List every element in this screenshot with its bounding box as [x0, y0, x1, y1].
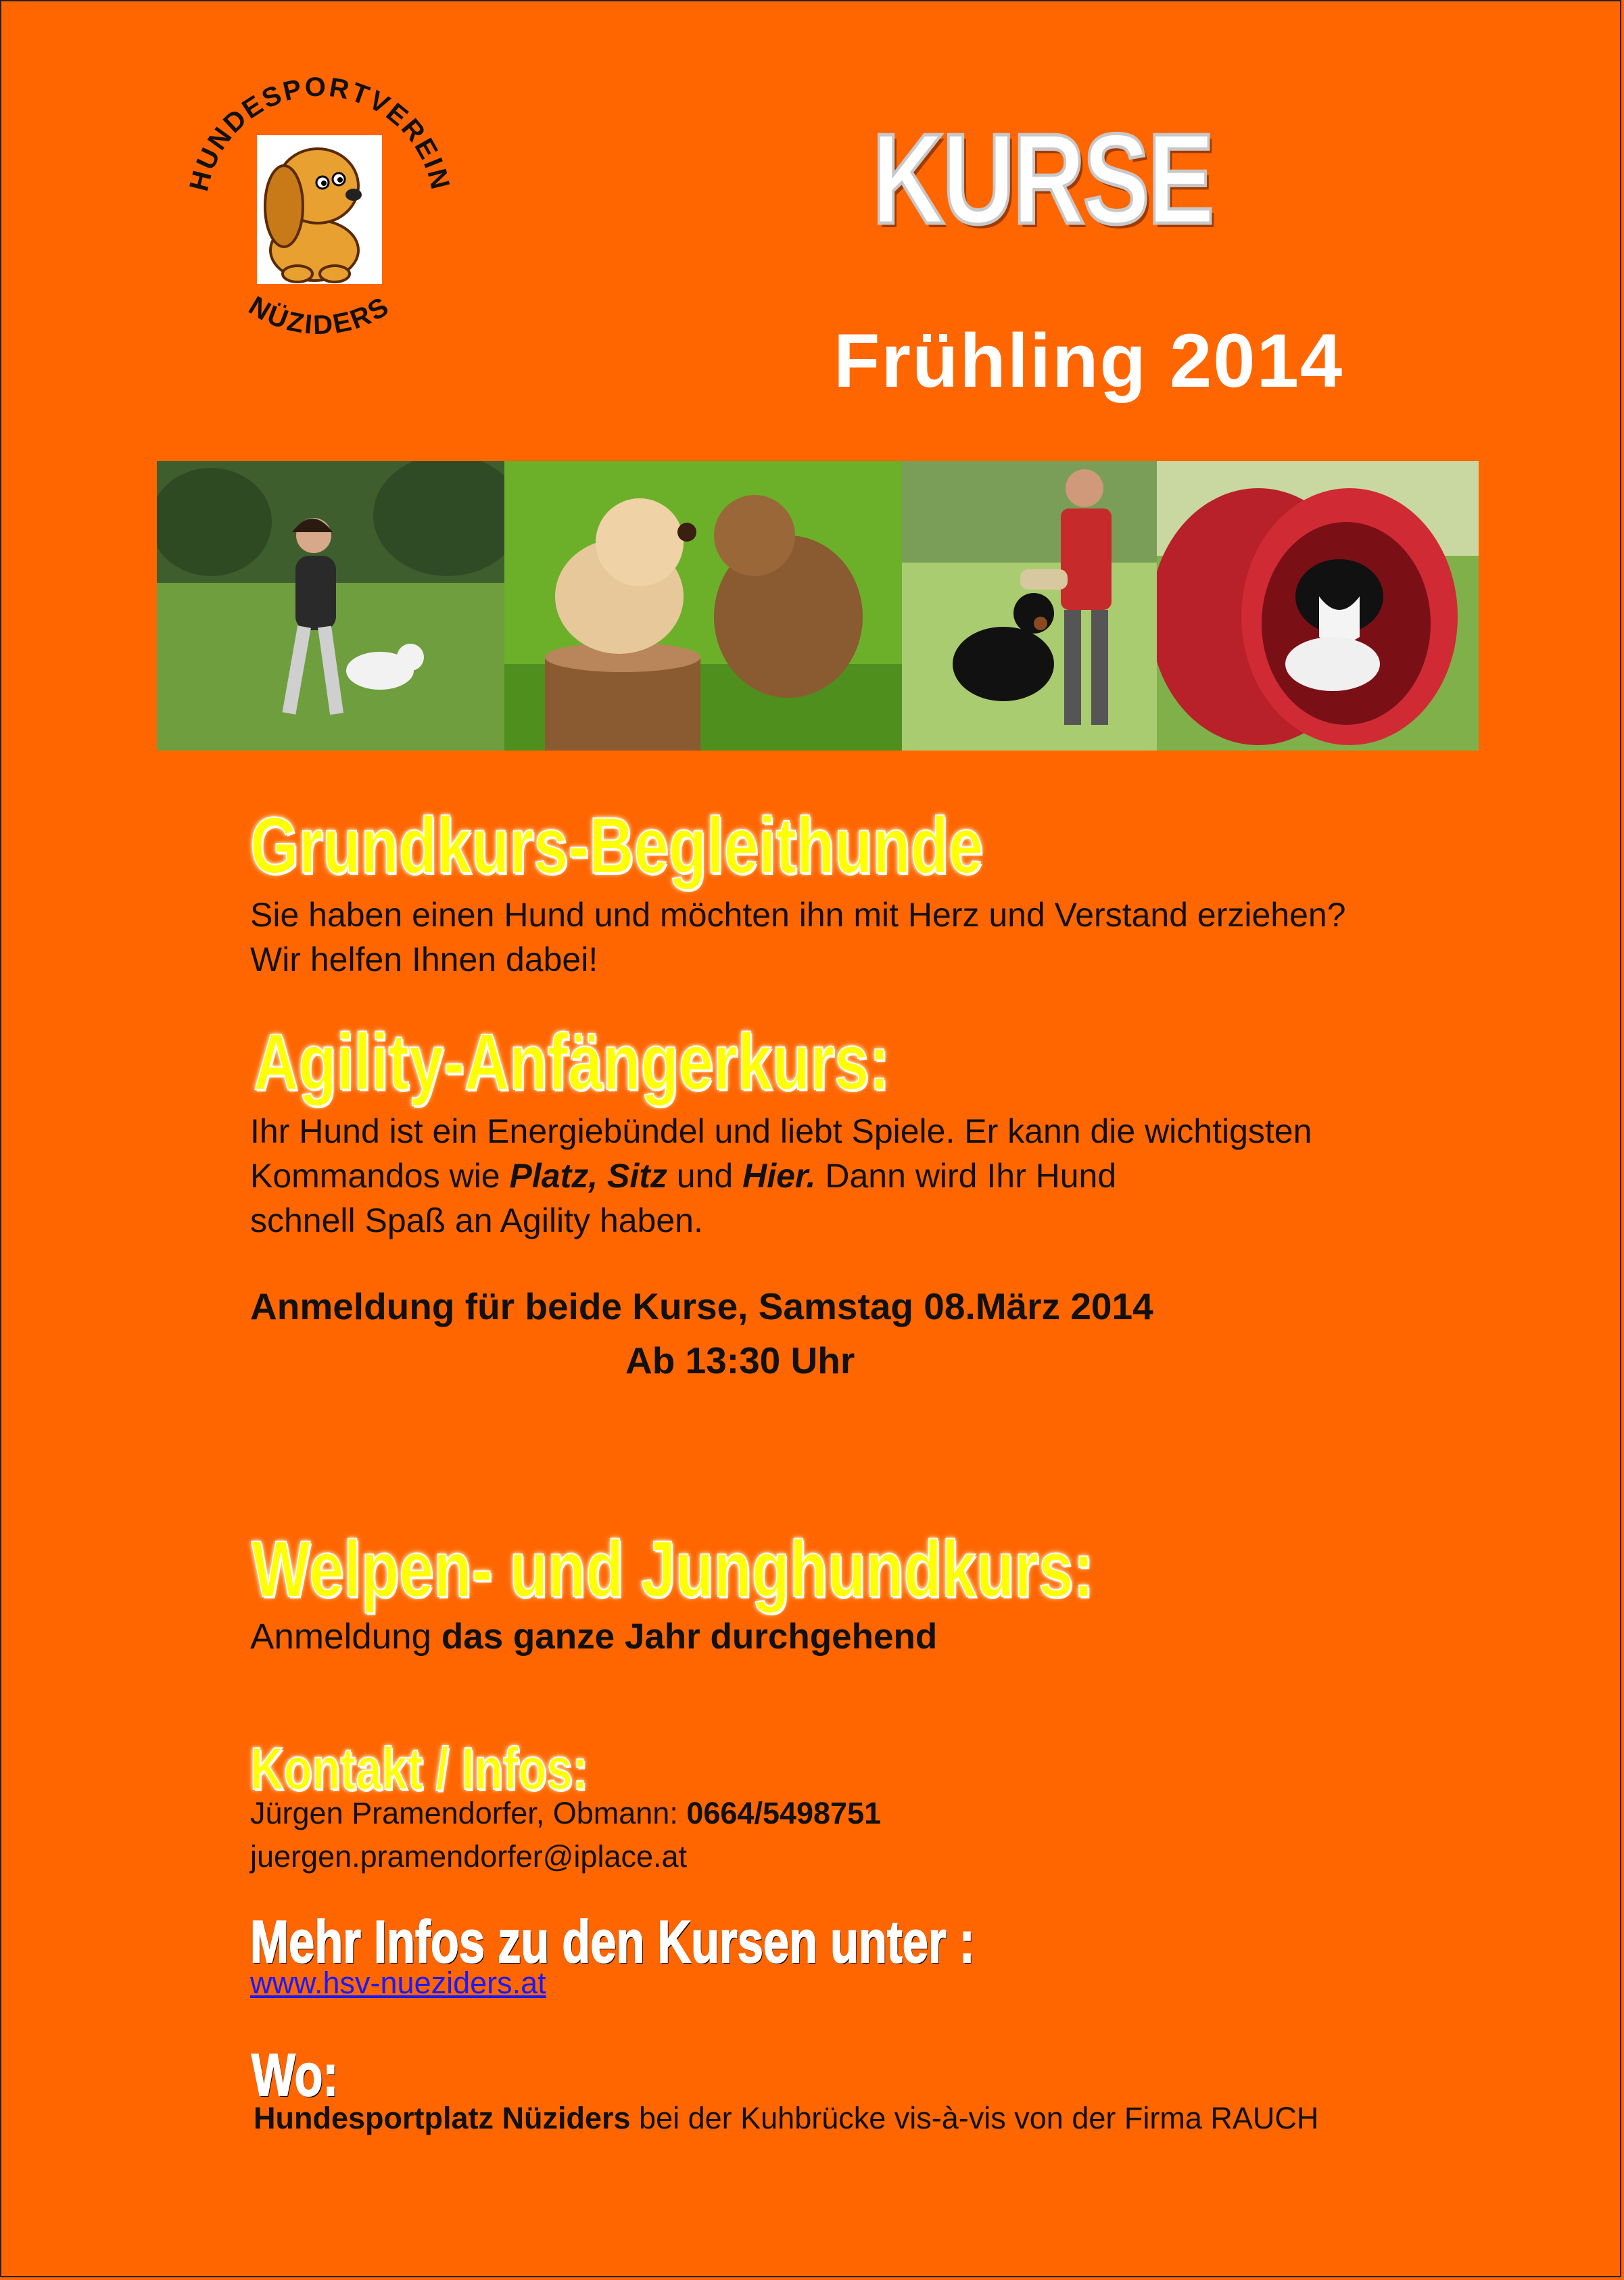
location-place: Hundesportplatz Nüziders — [254, 2101, 631, 2135]
woman-walking-dog-photo — [157, 461, 504, 751]
kontakt-name: Jürgen Pramendorfer, Obmann: — [250, 1796, 687, 1830]
kontakt-name-line — [250, 1792, 881, 1835]
agility-line2-mid: und — [667, 1157, 743, 1195]
man-with-rottweiler-photo — [902, 461, 1157, 751]
location-text — [254, 2096, 1318, 2141]
season-subtitle: Frühling 2014 — [834, 318, 1344, 403]
page-title: KURSE — [872, 108, 1213, 251]
agility-heading: Agility-Anfängerkurs: — [254, 1018, 890, 1107]
agility-line2-post: Dann wird Ihr Hund — [815, 1157, 1117, 1195]
club-logo — [172, 68, 467, 365]
registration-date: Anmeldung für beide Kurse, Samstag 08.März 2014 — [250, 1285, 1153, 1327]
location-heading: Wo: — [252, 2041, 339, 2108]
grundkurs-text — [250, 893, 1346, 982]
svg-text:NÜZIDERS — [243, 291, 395, 340]
logo-arc-bottom-text: NÜZIDERS — [243, 291, 396, 341]
agility-line3: schnell Spaß an Agility haben. — [250, 1202, 703, 1239]
kontakt-phone: 0664/5498751 — [686, 1796, 882, 1830]
welpen-heading: Welpen- und Junghundkurs: — [252, 1525, 1094, 1614]
kontakt-email: juergen.pramendorfer@iplace.at — [250, 1839, 688, 1874]
dog-mascot-icon — [257, 135, 382, 284]
agility-command-hier: Hier. — [742, 1157, 816, 1195]
grundkurs-heading: Grundkurs-Begleithunde — [250, 801, 984, 890]
agility-command-platz-sitz: Platz, Sitz — [509, 1157, 667, 1195]
welpen-text — [250, 1615, 937, 1659]
agility-line1: Ihr Hund ist ein Energiebündel und liebt Spiele. Er kann die wichtigsten — [250, 1112, 1312, 1150]
mehr-infos-heading: Mehr Infos zu den Kursen unter : — [250, 1908, 975, 1975]
kontakt-text — [250, 1792, 881, 1878]
two-puppies-photo — [504, 461, 902, 751]
registration-time: Ab 13:30 Uhr — [625, 1339, 855, 1381]
welpen-text-bold: das ganze Jahr durchgehend — [441, 1617, 938, 1657]
grundkurs-line2: Wir helfen Ihnen dabei! — [250, 941, 598, 978]
kontakt-heading: Kontakt / Infos: — [250, 1735, 588, 1802]
location-description: bei der Kuhbrücke vis-à-vis von der Firma RAUCH — [630, 2101, 1319, 2135]
agility-line2-pre: Kommandos wie — [250, 1157, 510, 1195]
photo-strip — [157, 461, 1479, 751]
grundkurs-line1: Sie haben einen Hund und möchten ihn mit Herz und Verstand erziehen? — [250, 896, 1346, 934]
agility-line2 — [250, 1154, 1312, 1198]
logo-arc-top-text: HUNDESPORTVEREIN — [184, 72, 456, 194]
agility-text — [250, 1109, 1312, 1243]
website-link[interactable]: www.hsv-nueziders.at — [250, 1966, 546, 2000]
dog-in-agility-tunnel-photo — [1157, 461, 1479, 751]
welpen-text-pre: Anmeldung — [250, 1617, 441, 1657]
